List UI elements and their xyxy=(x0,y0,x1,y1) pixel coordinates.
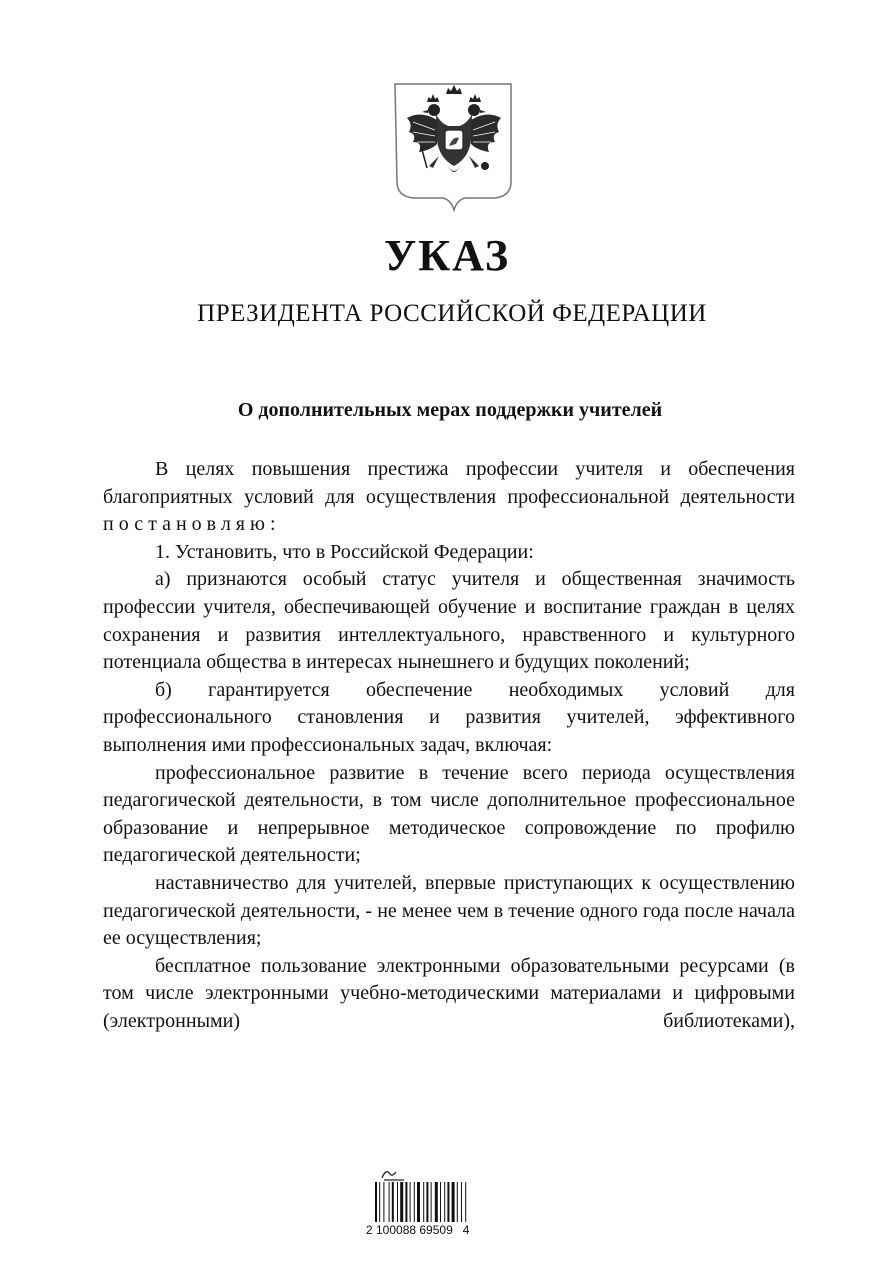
document-heading: О дополнительных мерах поддержки учителей xyxy=(237,399,663,421)
intro-text: В целях повышения престижа профессии учителя и обеспечения благоприятных условий для осуществления профессиональной деятельности xyxy=(103,458,795,508)
paragraph-professional-development: профессиональное развитие в течение всего периода осуществления педагогической деятельности, в том числе дополнительное профессиональное образование и непрерывное методическое сопровождение по профилю педагогической деятельности; xyxy=(103,761,795,867)
handwritten-mark-icon xyxy=(378,1166,408,1182)
intro-paragraph xyxy=(103,456,795,539)
barcode-number: 2 100088 69509 4 xyxy=(366,1223,470,1237)
barcode-icon xyxy=(374,1182,486,1222)
decree-subtitle: ПРЕЗИДЕНТА РОССИЙСКОЙ ФЕДЕРАЦИИ xyxy=(197,300,707,327)
document-body xyxy=(103,456,795,1035)
coat-of-arms-emblem xyxy=(391,80,517,214)
paragraph-1: 1. Установить, что в Российской Федерации: xyxy=(155,540,534,563)
decree-title: УКАЗ xyxy=(383,231,511,280)
double-headed-eagle-icon xyxy=(391,80,517,214)
paragraph-mentoring: наставничество для учителей, впервые приступающих к осуществлению педагогической деятельности, - не менее чем в течение одного года после начала ее осуществления; xyxy=(103,871,795,950)
resolution-word: постановляю: xyxy=(103,513,281,536)
paragraph-electronic-resources: бесплатное пользование электронными образовательными ресурсами (в том числе электронными учебно-методическими материалами и цифровыми (электронными) библиотеками), xyxy=(103,954,795,1032)
paragraph-1a: а) признаются особый статус учителя и общественная значимость профессии учителя, обеспечивающей обучение и воспитание граждан в целях сохранения и развития интеллектуального, нравственного и культурного потенциала общества в интересах нынешнего и будущих поколений; xyxy=(103,568,795,674)
paragraph-1b: б) гарантируется обеспечение необходимых условий для профессионального становления и развития учителей, эффективного выполнения ими профессиональных задач, включая: xyxy=(103,678,795,756)
